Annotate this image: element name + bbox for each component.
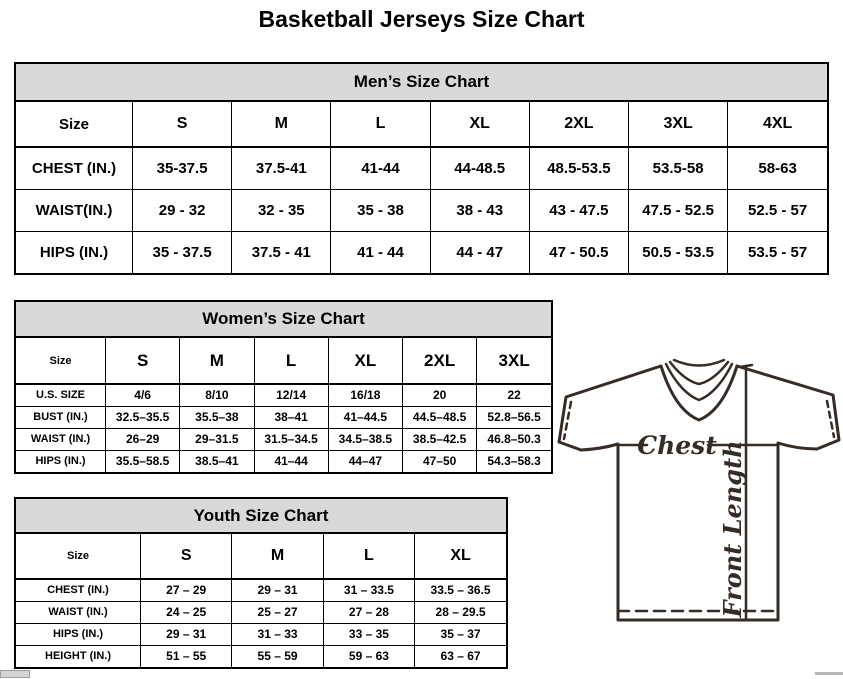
size-value-cell: 47 - 50.5	[529, 231, 628, 273]
size-value-cell: 58-63	[728, 147, 827, 189]
size-value-cell: 35.5–58.5	[106, 450, 180, 472]
column-header: S	[133, 102, 232, 147]
column-header: 3XL	[629, 102, 728, 147]
size-value-cell: 52.8–56.5	[477, 406, 551, 428]
row-label: U.S. SIZE	[16, 384, 106, 406]
row-label: WAIST (IN.)	[16, 428, 106, 450]
jersey-body-outline	[559, 366, 839, 620]
size-value-cell: 34.5–38.5	[328, 428, 402, 450]
size-value-cell: 44-48.5	[430, 147, 529, 189]
column-header: 2XL	[403, 338, 477, 384]
size-column-header: Size	[16, 534, 141, 579]
womens-chart-title: Women’s Size Chart	[16, 302, 551, 338]
size-value-cell: 59 – 63	[323, 645, 414, 667]
size-value-cell: 41–44.5	[328, 406, 402, 428]
row-label: HEIGHT (IN.)	[16, 645, 141, 667]
table-row	[16, 231, 827, 273]
size-value-cell: 22	[477, 384, 551, 406]
size-column-header: Size	[16, 338, 106, 384]
size-value-cell: 27 – 28	[323, 601, 414, 623]
column-header: L	[254, 338, 328, 384]
row-label: WAIST (IN.)	[16, 601, 141, 623]
row-label: HIPS (IN.)	[16, 450, 106, 472]
womens-size-table	[16, 338, 551, 472]
size-value-cell: 37.5-41	[232, 147, 331, 189]
size-value-cell: 44 - 47	[430, 231, 529, 273]
size-column-header: Size	[16, 102, 133, 147]
column-header: XL	[430, 102, 529, 147]
size-value-cell: 38–41	[254, 406, 328, 428]
size-value-cell: 8/10	[180, 384, 254, 406]
size-value-cell: 38.5–41	[180, 450, 254, 472]
header-row	[16, 534, 506, 579]
size-value-cell: 47–50	[403, 450, 477, 472]
row-label: CHEST (IN.)	[16, 579, 141, 601]
sleeve-stitch-right	[827, 401, 834, 437]
column-header: L	[331, 102, 430, 147]
column-header: M	[232, 102, 331, 147]
column-header: S	[106, 338, 180, 384]
column-header: 4XL	[728, 102, 827, 147]
size-value-cell: 29–31.5	[180, 428, 254, 450]
table-row	[16, 450, 551, 472]
table-row	[16, 384, 551, 406]
column-header: S	[141, 534, 232, 579]
size-value-cell: 29 – 31	[232, 579, 323, 601]
table-row	[16, 623, 506, 645]
size-value-cell: 54.3–58.3	[477, 450, 551, 472]
table-row	[16, 579, 506, 601]
column-header: XL	[328, 338, 402, 384]
size-value-cell: 50.5 - 53.5	[629, 231, 728, 273]
size-value-cell: 27 – 29	[141, 579, 232, 601]
front-length-top-tick	[740, 365, 752, 367]
size-value-cell: 25 – 27	[232, 601, 323, 623]
mens-chart-title: Men’s Size Chart	[16, 64, 827, 102]
header-row	[16, 338, 551, 384]
table-row	[16, 645, 506, 667]
size-value-cell: 32.5–35.5	[106, 406, 180, 428]
size-value-cell: 63 – 67	[415, 645, 506, 667]
column-header: L	[323, 534, 414, 579]
front-length-label: Front Length	[718, 440, 747, 618]
size-value-cell: 35 - 37.5	[133, 231, 232, 273]
size-value-cell: 20	[403, 384, 477, 406]
column-header: 2XL	[529, 102, 628, 147]
size-value-cell: 35-37.5	[133, 147, 232, 189]
size-value-cell: 35 – 37	[415, 623, 506, 645]
table-row	[16, 601, 506, 623]
size-value-cell: 47.5 - 52.5	[629, 189, 728, 231]
row-label: BUST (IN.)	[16, 406, 106, 428]
row-label: HIPS (IN.)	[16, 623, 141, 645]
table-row	[16, 428, 551, 450]
chest-label: Chest	[637, 431, 717, 460]
table-row	[16, 189, 827, 231]
size-value-cell: 31 – 33.5	[323, 579, 414, 601]
jersey-measurement-diagram	[556, 356, 843, 629]
table-row	[16, 406, 551, 428]
size-value-cell: 24 – 25	[141, 601, 232, 623]
size-value-cell: 52.5 - 57	[728, 189, 827, 231]
mens-size-table	[16, 102, 827, 273]
size-value-cell: 38 - 43	[430, 189, 529, 231]
mens-size-chart	[14, 62, 829, 275]
column-header: XL	[415, 534, 506, 579]
row-label: HIPS (IN.)	[16, 231, 133, 273]
size-value-cell: 4/6	[106, 384, 180, 406]
size-value-cell: 28 – 29.5	[415, 601, 506, 623]
size-value-cell: 44–47	[328, 450, 402, 472]
size-value-cell: 55 – 59	[232, 645, 323, 667]
size-value-cell: 33.5 – 36.5	[415, 579, 506, 601]
size-value-cell: 33 – 35	[323, 623, 414, 645]
size-value-cell: 43 - 47.5	[529, 189, 628, 231]
size-value-cell: 41 - 44	[331, 231, 430, 273]
youth-chart-title: Youth Size Chart	[16, 499, 506, 534]
size-value-cell: 53.5-58	[629, 147, 728, 189]
size-value-cell: 41–44	[254, 450, 328, 472]
size-value-cell: 32 - 35	[232, 189, 331, 231]
size-value-cell: 26–29	[106, 428, 180, 450]
column-header: M	[232, 534, 323, 579]
table-row	[16, 147, 827, 189]
row-label: WAIST(IN.)	[16, 189, 133, 231]
size-value-cell: 29 - 32	[133, 189, 232, 231]
size-value-cell: 16/18	[328, 384, 402, 406]
page-title: Basketball Jerseys Size Chart	[258, 6, 585, 32]
size-value-cell: 53.5 - 57	[728, 231, 827, 273]
youth-size-chart	[14, 497, 508, 669]
size-value-cell: 29 – 31	[141, 623, 232, 645]
womens-size-chart	[14, 300, 553, 474]
size-value-cell: 51 – 55	[141, 645, 232, 667]
size-value-cell: 31.5–34.5	[254, 428, 328, 450]
row-label: CHEST (IN.)	[16, 147, 133, 189]
size-value-cell: 37.5 - 41	[232, 231, 331, 273]
size-value-cell: 35.5–38	[180, 406, 254, 428]
size-value-cell: 44.5–48.5	[403, 406, 477, 428]
scrollbar-fragment-right[interactable]	[815, 672, 843, 675]
size-value-cell: 35 - 38	[331, 189, 430, 231]
jersey-outline-drawing	[556, 356, 843, 629]
column-header: 3XL	[477, 338, 551, 384]
youth-size-table	[16, 534, 506, 667]
size-value-cell: 46.8–50.3	[477, 428, 551, 450]
size-value-cell: 12/14	[254, 384, 328, 406]
header-row	[16, 102, 827, 147]
jersey-collar-curve-3	[674, 360, 724, 366]
size-value-cell: 38.5–42.5	[403, 428, 477, 450]
column-header: M	[180, 338, 254, 384]
size-value-cell: 48.5-53.5	[529, 147, 628, 189]
size-value-cell: 41-44	[331, 147, 430, 189]
size-value-cell: 31 – 33	[232, 623, 323, 645]
scrollbar-fragment-left[interactable]	[0, 670, 30, 678]
